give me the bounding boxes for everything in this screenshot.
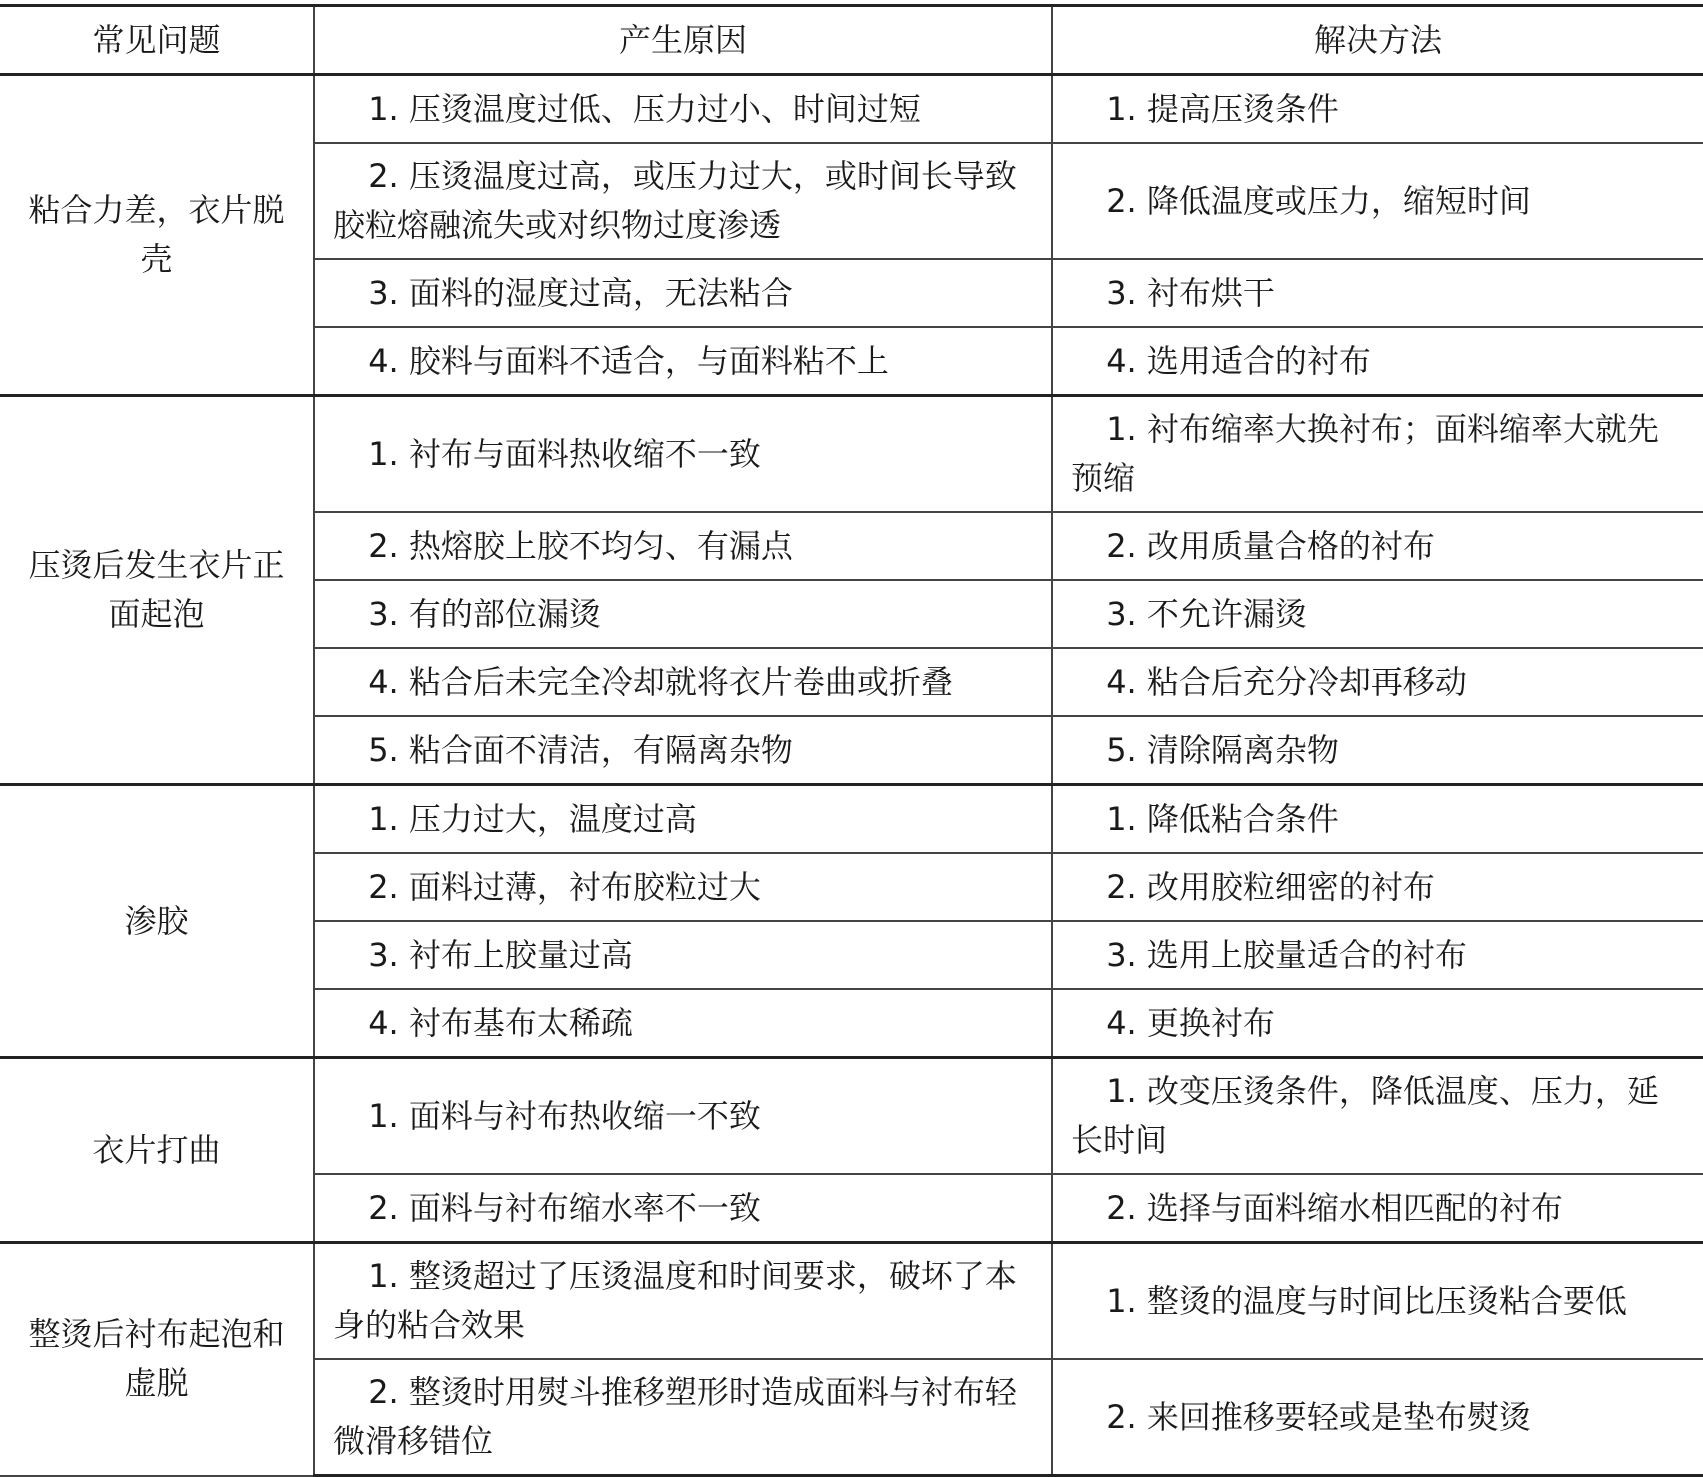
- solution-cell: 4. 粘合后充分冷却再移动: [1052, 648, 1703, 716]
- solution-cell: 2. 来回推移要轻或是垫布熨烫: [1052, 1359, 1703, 1476]
- solution-cell: 4. 更换衬布: [1052, 989, 1703, 1058]
- cause-cell: 4. 胶料与面料不适合，与面料粘不上: [314, 327, 1052, 396]
- solution-cell: 3. 不允许漏烫: [1052, 580, 1703, 648]
- cause-cell: 1. 压力过大，温度过高: [314, 785, 1052, 854]
- solution-cell: 2. 降低温度或压力，缩短时间: [1052, 143, 1703, 259]
- table-row: [0, 785, 1703, 854]
- solution-cell: 2. 改用质量合格的衬布: [1052, 512, 1703, 580]
- solution-cell: 2. 改用胶粒细密的衬布: [1052, 853, 1703, 921]
- solution-cell: 1. 整烫的温度与时间比压烫粘合要低: [1052, 1243, 1703, 1360]
- problem-cell: 渗胶: [0, 785, 314, 1058]
- solution-cell: 1. 衬布缩率大换衬布；面料缩率大就先预缩: [1052, 396, 1703, 513]
- table-row: [0, 396, 1703, 513]
- cause-cell: 1. 面料与衬布热收缩一不致: [314, 1058, 1052, 1175]
- solution-cell: 2. 选择与面料缩水相匹配的衬布: [1052, 1174, 1703, 1243]
- cause-cell: 4. 粘合后未完全冷却就将衣片卷曲或折叠: [314, 648, 1052, 716]
- solution-cell: 1. 提高压烫条件: [1052, 75, 1703, 144]
- cause-cell: 3. 衬布上胶量过高: [314, 921, 1052, 989]
- cause-cell: 1. 整烫超过了压烫温度和时间要求，破坏了本身的粘合效果: [314, 1243, 1052, 1360]
- cause-cell: 5. 粘合面不清洁，有隔离杂物: [314, 716, 1052, 785]
- cause-cell: 2. 热熔胶上胶不均匀、有漏点: [314, 512, 1052, 580]
- troubleshooting-table: [0, 4, 1703, 1477]
- solution-cell: 4. 选用适合的衬布: [1052, 327, 1703, 396]
- header-cause: 产生原因: [314, 6, 1052, 75]
- solution-cell: 3. 衬布烘干: [1052, 259, 1703, 327]
- problem-cell: 压烫后发生衣片正面起泡: [0, 396, 314, 785]
- table-row: [0, 1243, 1703, 1360]
- header-problem: 常见问题: [0, 6, 314, 75]
- cause-cell: 2. 面料过薄，衬布胶粒过大: [314, 853, 1052, 921]
- header-row: [0, 6, 1703, 75]
- cause-cell: 1. 压烫温度过低、压力过小、时间过短: [314, 75, 1052, 144]
- cause-cell: 2. 面料与衬布缩水率不一致: [314, 1174, 1052, 1243]
- cause-cell: 2. 压烫温度过高，或压力过大，或时间长导致胶粒熔融流失或对织物过度渗透: [314, 143, 1052, 259]
- cause-cell: 3. 有的部位漏烫: [314, 580, 1052, 648]
- cause-cell: 1. 衬布与面料热收缩不一致: [314, 396, 1052, 513]
- problem-cell: 衣片打曲: [0, 1058, 314, 1243]
- problem-cell: 整烫后衬布起泡和虚脱: [0, 1243, 314, 1476]
- table-row: [0, 1058, 1703, 1175]
- solution-cell: 1. 改变压烫条件，降低温度、压力，延长时间: [1052, 1058, 1703, 1175]
- problem-cell: 粘合力差，衣片脱壳: [0, 75, 314, 396]
- solution-cell: 3. 选用上胶量适合的衬布: [1052, 921, 1703, 989]
- cause-cell: 4. 衬布基布太稀疏: [314, 989, 1052, 1058]
- table-row: [0, 75, 1703, 144]
- header-solution: 解决方法: [1052, 6, 1703, 75]
- solution-cell: 5. 清除隔离杂物: [1052, 716, 1703, 785]
- cause-cell: 2. 整烫时用熨斗推移塑形时造成面料与衬布轻微滑移错位: [314, 1359, 1052, 1476]
- cause-cell: 3. 面料的湿度过高，无法粘合: [314, 259, 1052, 327]
- solution-cell: 1. 降低粘合条件: [1052, 785, 1703, 854]
